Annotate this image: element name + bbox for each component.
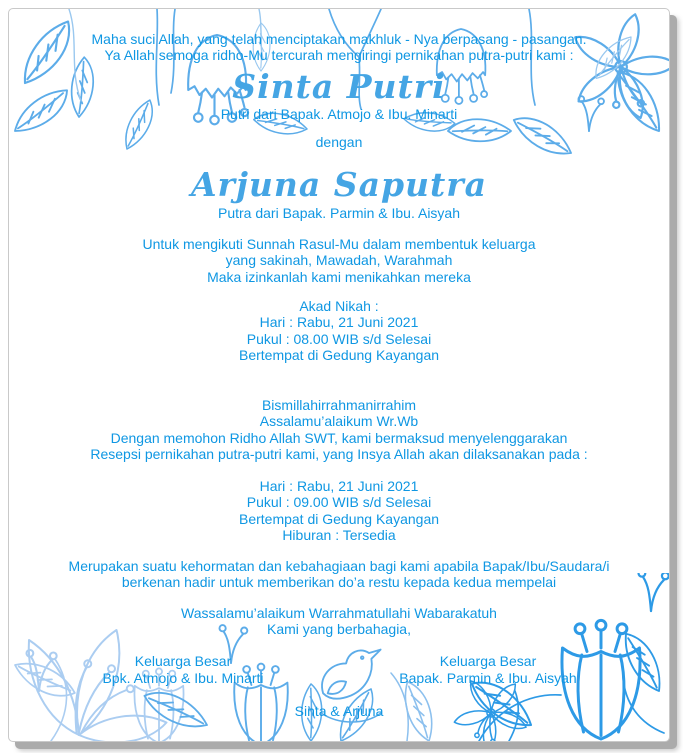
akad-time: Pukul : 08.00 WIB s/d Selesai (246, 330, 432, 347)
invitation-card (8, 8, 670, 742)
akad-title: Akad Nikah : (299, 298, 379, 314)
salam-block (9, 605, 669, 638)
akad-day: Hari : Rabu, 21 Juni 2021 (259, 314, 419, 331)
bride-parents: Putri dari Bapak. Atmojo & Ibu. Minarti (220, 106, 458, 122)
closing-paragraph (9, 558, 669, 591)
akad-venue: Bertempat di Gedung Kayangan (238, 347, 440, 364)
opening-verse (9, 31, 669, 64)
bride-family-signature (49, 653, 317, 686)
leaf-icon (626, 634, 660, 691)
resepsi-line1: Bismillahirrahmanirrahim (261, 397, 417, 413)
resepsi-entertainment: Hiburan : Tersedia (282, 527, 396, 544)
groom-parents: Putra dari Bapak. Parmin & Ibu. Aisyah (217, 205, 460, 221)
salam-line1: Wassalamu’alaikum Warrahmatullahi Wabarakatuh (181, 605, 497, 621)
intro-line2: yang sakinah, Mawadah, Warahmah (225, 252, 453, 269)
opening-verse-line2: Ya Allah semoga ridho-Mu tercurah mengiringi pernikahan putra-putri kami : (104, 47, 574, 64)
groom-family-names: Bapak. Parmin & Ibu. Aisyah (399, 669, 577, 686)
akad-section (9, 298, 669, 364)
bride-family-names: Bpk. Atmojo & Ibu. Minarti (102, 669, 264, 686)
closing-line1: Merupakan suatu kehormatan dan kebahagiaan bagi kami apabila Bapak/Ibu/Saudara/i (68, 558, 610, 574)
resepsi-preamble (9, 397, 669, 463)
resepsi-line3: Dengan memohon Ridho Allah SWT, kami bermaksud menyelenggarakan (110, 429, 568, 446)
intro-line1: Untuk mengikuti Sunnah Rasul-Mu dalam membentuk keluarga (142, 236, 536, 252)
resepsi-day: Hari : Rabu, 21 Juni 2021 (259, 478, 419, 494)
groom-name: Arjuna Saputra (190, 165, 488, 204)
resepsi-line4: Resepsi pernikahan putra-putri kami, yang Insya Allah akan dilaksanakan pada : (90, 446, 588, 463)
bride-family-title: Keluarga Besar (134, 653, 232, 669)
connector-text: dengan (315, 134, 363, 150)
closing-line2: berkenan hadir untuk memberikan do’a restu kepada kedua mempelai (121, 574, 557, 591)
opening-verse-line1: Maha suci Allah, yang telah menciptakan makhluk - Nya berpasang - pasangan. (91, 31, 587, 47)
resepsi-details (9, 478, 669, 544)
resepsi-line2: Assalamu’alaikum Wr.Wb (259, 413, 419, 430)
intro-paragraph (9, 236, 669, 285)
resepsi-venue: Bertempat di Gedung Kayangan (238, 510, 440, 527)
salam-line2: Kami yang berbahagia, (267, 621, 411, 638)
bride-name: Sinta Putri (232, 67, 446, 106)
groom-family-signature (354, 653, 622, 686)
couple-signature: Sinta & Arjuna (294, 703, 384, 719)
resepsi-time: Pukul : 09.00 WIB s/d Selesai (246, 494, 432, 511)
intro-line3: Maka izinkanlah kami menikahkan mereka (207, 268, 471, 285)
groom-family-title: Keluarga Besar (439, 653, 537, 669)
